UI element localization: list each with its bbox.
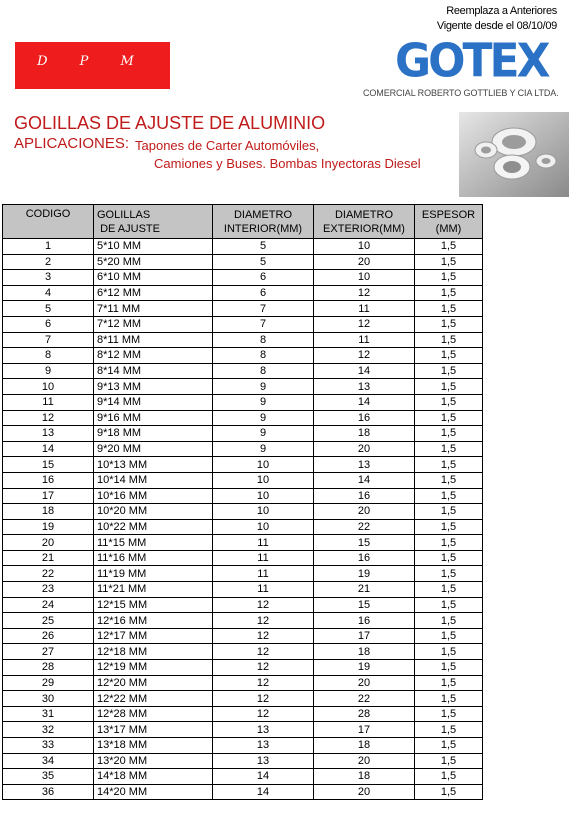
cell-espesor: 1,5 (415, 628, 483, 644)
table-row (3, 348, 483, 364)
cell-golilla: 6*10 MM (94, 270, 213, 286)
cell-diametro-interior: 9 (213, 394, 314, 410)
cell-espesor: 1,5 (415, 488, 483, 504)
table-row (3, 379, 483, 395)
cell-espesor: 1,5 (415, 270, 483, 286)
page-title: GOLILLAS DE AJUSTE DE ALUMINIO (14, 113, 326, 133)
cell-codigo: 2 (3, 254, 94, 270)
cell-espesor: 1,5 (415, 379, 483, 395)
cell-golilla: 10*20 MM (94, 504, 213, 520)
cell-golilla: 11*15 MM (94, 535, 213, 551)
cell-espesor: 1,5 (415, 239, 483, 255)
cell-codigo: 35 (3, 769, 94, 785)
cell-diametro-interior: 5 (213, 239, 314, 255)
cell-codigo: 31 (3, 706, 94, 722)
table-row (3, 239, 483, 255)
cell-codigo: 14 (3, 441, 94, 457)
cell-diametro-interior: 14 (213, 769, 314, 785)
valid-since-note: Vigente desde el 08/10/09 (436, 20, 557, 32)
table-row (3, 519, 483, 535)
cell-diametro-exterior: 18 (314, 644, 415, 660)
cell-diametro-exterior: 20 (314, 675, 415, 691)
cell-golilla: 6*12 MM (94, 285, 213, 301)
cell-diametro-exterior: 12 (314, 348, 415, 364)
cell-diametro-interior: 11 (213, 550, 314, 566)
cell-golilla: 11*19 MM (94, 566, 213, 582)
cell-codigo: 25 (3, 613, 94, 629)
table-row (3, 426, 483, 442)
table-row (3, 457, 483, 473)
header-diametro-exterior: DIAMETRO EXTERIOR(MM) (314, 205, 415, 239)
table-row (3, 363, 483, 379)
cell-diametro-exterior: 20 (314, 441, 415, 457)
cell-espesor: 1,5 (415, 675, 483, 691)
cell-diametro-exterior: 11 (314, 332, 415, 348)
cell-codigo: 17 (3, 488, 94, 504)
cell-diametro-interior: 12 (213, 660, 314, 676)
cell-diametro-interior: 9 (213, 379, 314, 395)
table-row (3, 410, 483, 426)
table-row (3, 597, 483, 613)
table-row (3, 784, 483, 800)
cell-codigo: 21 (3, 550, 94, 566)
cell-codigo: 15 (3, 457, 94, 473)
table-row (3, 738, 483, 754)
cell-diametro-exterior: 13 (314, 457, 415, 473)
cell-diametro-interior: 8 (213, 332, 314, 348)
cell-diametro-exterior: 14 (314, 394, 415, 410)
cell-diametro-interior: 12 (213, 691, 314, 707)
table-row (3, 488, 483, 504)
cell-diametro-exterior: 21 (314, 582, 415, 598)
cell-golilla: 9*16 MM (94, 410, 213, 426)
cell-golilla: 5*10 MM (94, 239, 213, 255)
cell-codigo: 34 (3, 753, 94, 769)
cell-espesor: 1,5 (415, 316, 483, 332)
cell-diametro-interior: 9 (213, 441, 314, 457)
cell-diametro-interior: 13 (213, 753, 314, 769)
table-row (3, 753, 483, 769)
cell-golilla: 12*22 MM (94, 691, 213, 707)
cell-diametro-exterior: 11 (314, 301, 415, 317)
cell-diametro-interior: 13 (213, 722, 314, 738)
cell-golilla: 12*15 MM (94, 597, 213, 613)
cell-golilla: 13*20 MM (94, 753, 213, 769)
cell-golilla: 10*14 MM (94, 472, 213, 488)
cell-golilla: 8*14 MM (94, 363, 213, 379)
cell-diametro-exterior: 10 (314, 239, 415, 255)
cell-diametro-interior: 10 (213, 457, 314, 473)
cell-diametro-exterior: 18 (314, 769, 415, 785)
table-row (3, 254, 483, 270)
cell-diametro-interior: 9 (213, 426, 314, 442)
cell-diametro-exterior: 16 (314, 410, 415, 426)
cell-codigo: 33 (3, 738, 94, 754)
cell-espesor: 1,5 (415, 457, 483, 473)
cell-diametro-exterior: 17 (314, 628, 415, 644)
cell-espesor: 1,5 (415, 738, 483, 754)
cell-diametro-exterior: 20 (314, 753, 415, 769)
applications-line-1: Tapones de Carter Automóviles, (135, 138, 320, 153)
cell-golilla: 13*18 MM (94, 738, 213, 754)
replaces-note: Reemplaza a Anteriores (446, 5, 557, 17)
cell-espesor: 1,5 (415, 426, 483, 442)
cell-diametro-interior: 6 (213, 285, 314, 301)
header-codigo: CODIGO (3, 205, 94, 239)
table-row (3, 769, 483, 785)
cell-diametro-interior: 13 (213, 738, 314, 754)
cell-espesor: 1,5 (415, 519, 483, 535)
table-row (3, 628, 483, 644)
cell-diametro-exterior: 16 (314, 613, 415, 629)
cell-diametro-interior: 12 (213, 613, 314, 629)
cell-golilla: 13*17 MM (94, 722, 213, 738)
cell-espesor: 1,5 (415, 332, 483, 348)
header-diametro-interior: DIAMETRO INTERIOR(MM) (213, 205, 314, 239)
cell-golilla: 11*16 MM (94, 550, 213, 566)
dpm-logo-box (15, 42, 170, 89)
cell-codigo: 26 (3, 628, 94, 644)
table-row (3, 675, 483, 691)
cell-espesor: 1,5 (415, 301, 483, 317)
cell-golilla: 12*17 MM (94, 628, 213, 644)
cell-diametro-interior: 10 (213, 519, 314, 535)
cell-diametro-interior: 9 (213, 410, 314, 426)
cell-diametro-interior: 11 (213, 566, 314, 582)
dpm-logo-text: D P M (37, 54, 148, 69)
cell-diametro-exterior: 18 (314, 426, 415, 442)
cell-codigo: 28 (3, 660, 94, 676)
cell-diametro-exterior: 28 (314, 706, 415, 722)
cell-codigo: 29 (3, 675, 94, 691)
table-row (3, 270, 483, 286)
cell-golilla: 10*13 MM (94, 457, 213, 473)
cell-codigo: 18 (3, 504, 94, 520)
cell-codigo: 13 (3, 426, 94, 442)
cell-diametro-exterior: 15 (314, 535, 415, 551)
cell-golilla: 12*16 MM (94, 613, 213, 629)
cell-espesor: 1,5 (415, 254, 483, 270)
cell-codigo: 6 (3, 316, 94, 332)
table-row (3, 691, 483, 707)
table-row (3, 566, 483, 582)
cell-espesor: 1,5 (415, 706, 483, 722)
table-row (3, 504, 483, 520)
cell-diametro-exterior: 16 (314, 488, 415, 504)
table-row (3, 582, 483, 598)
table-row (3, 644, 483, 660)
cell-diametro-exterior: 14 (314, 472, 415, 488)
washers-table (2, 204, 483, 800)
cell-diametro-exterior: 18 (314, 738, 415, 754)
cell-golilla: 9*13 MM (94, 379, 213, 395)
cell-espesor: 1,5 (415, 769, 483, 785)
cell-diametro-exterior: 22 (314, 519, 415, 535)
table-row (3, 660, 483, 676)
cell-diametro-exterior: 22 (314, 691, 415, 707)
cell-espesor: 1,5 (415, 535, 483, 551)
cell-diametro-interior: 10 (213, 472, 314, 488)
table-row (3, 722, 483, 738)
washers-photo (459, 112, 569, 197)
cell-diametro-exterior: 12 (314, 316, 415, 332)
cell-golilla: 9*20 MM (94, 441, 213, 457)
table-row (3, 394, 483, 410)
cell-espesor: 1,5 (415, 691, 483, 707)
cell-espesor: 1,5 (415, 660, 483, 676)
cell-codigo: 8 (3, 348, 94, 364)
cell-codigo: 9 (3, 363, 94, 379)
cell-diametro-interior: 6 (213, 270, 314, 286)
cell-diametro-interior: 12 (213, 644, 314, 660)
cell-golilla: 10*22 MM (94, 519, 213, 535)
cell-diametro-interior: 8 (213, 363, 314, 379)
cell-diametro-interior: 7 (213, 316, 314, 332)
cell-espesor: 1,5 (415, 722, 483, 738)
cell-golilla: 12*20 MM (94, 675, 213, 691)
cell-codigo: 5 (3, 301, 94, 317)
cell-golilla: 12*28 MM (94, 706, 213, 722)
cell-diametro-interior: 12 (213, 597, 314, 613)
table-row (3, 332, 483, 348)
cell-espesor: 1,5 (415, 566, 483, 582)
cell-diametro-exterior: 14 (314, 363, 415, 379)
cell-espesor: 1,5 (415, 285, 483, 301)
cell-diametro-interior: 7 (213, 301, 314, 317)
cell-diametro-interior: 12 (213, 675, 314, 691)
cell-codigo: 22 (3, 566, 94, 582)
cell-golilla: 14*18 MM (94, 769, 213, 785)
cell-diametro-exterior: 16 (314, 550, 415, 566)
cell-codigo: 3 (3, 270, 94, 286)
cell-codigo: 30 (3, 691, 94, 707)
cell-espesor: 1,5 (415, 394, 483, 410)
table-row (3, 613, 483, 629)
cell-golilla: 9*18 MM (94, 426, 213, 442)
cell-golilla: 11*21 MM (94, 582, 213, 598)
cell-diametro-exterior: 10 (314, 270, 415, 286)
cell-espesor: 1,5 (415, 582, 483, 598)
cell-diametro-exterior: 15 (314, 597, 415, 613)
cell-diametro-exterior: 20 (314, 254, 415, 270)
cell-diametro-interior: 12 (213, 628, 314, 644)
cell-espesor: 1,5 (415, 504, 483, 520)
cell-diametro-exterior: 19 (314, 660, 415, 676)
table-header-row (3, 205, 483, 239)
cell-codigo: 19 (3, 519, 94, 535)
cell-codigo: 27 (3, 644, 94, 660)
table-row (3, 472, 483, 488)
cell-diametro-exterior: 19 (314, 566, 415, 582)
validity-note (437, 4, 557, 34)
cell-codigo: 32 (3, 722, 94, 738)
cell-diametro-interior: 11 (213, 535, 314, 551)
header-espesor: ESPESOR (MM) (415, 205, 483, 239)
cell-golilla: 10*16 MM (94, 488, 213, 504)
cell-espesor: 1,5 (415, 363, 483, 379)
table-row (3, 285, 483, 301)
cell-diametro-interior: 14 (213, 784, 314, 800)
cell-diametro-interior: 11 (213, 582, 314, 598)
cell-codigo: 20 (3, 535, 94, 551)
cell-codigo: 10 (3, 379, 94, 395)
cell-diametro-exterior: 20 (314, 504, 415, 520)
cell-diametro-interior: 10 (213, 488, 314, 504)
cell-codigo: 7 (3, 332, 94, 348)
cell-diametro-interior: 12 (213, 706, 314, 722)
gotex-logo: GOTEX (395, 34, 548, 89)
cell-golilla: 8*12 MM (94, 348, 213, 364)
cell-espesor: 1,5 (415, 597, 483, 613)
cell-diametro-exterior: 13 (314, 379, 415, 395)
cell-espesor: 1,5 (415, 410, 483, 426)
cell-golilla: 14*20 MM (94, 784, 213, 800)
cell-espesor: 1,5 (415, 472, 483, 488)
cell-espesor: 1,5 (415, 550, 483, 566)
cell-espesor: 1,5 (415, 348, 483, 364)
cell-codigo: 4 (3, 285, 94, 301)
company-name: COMERCIAL ROBERTO GOTTLIEB Y CIA LTDA. (363, 88, 559, 98)
cell-espesor: 1,5 (415, 644, 483, 660)
table-row (3, 706, 483, 722)
table-row (3, 301, 483, 317)
cell-codigo: 11 (3, 394, 94, 410)
cell-codigo: 16 (3, 472, 94, 488)
applications-label: APLICACIONES: (14, 135, 130, 152)
applications-line-2: Camiones y Buses. Bombas Inyectoras Diesel (154, 156, 421, 171)
cell-diametro-interior: 10 (213, 504, 314, 520)
table-row (3, 550, 483, 566)
cell-codigo: 23 (3, 582, 94, 598)
cell-golilla: 8*11 MM (94, 332, 213, 348)
cell-espesor: 1,5 (415, 613, 483, 629)
cell-golilla: 7*12 MM (94, 316, 213, 332)
cell-codigo: 36 (3, 784, 94, 800)
cell-espesor: 1,5 (415, 753, 483, 769)
cell-codigo: 12 (3, 410, 94, 426)
cell-golilla: 7*11 MM (94, 301, 213, 317)
cell-golilla: 12*19 MM (94, 660, 213, 676)
cell-diametro-exterior: 17 (314, 722, 415, 738)
cell-diametro-interior: 5 (213, 254, 314, 270)
cell-espesor: 1,5 (415, 784, 483, 800)
cell-golilla: 9*14 MM (94, 394, 213, 410)
header-golillas: GOLILLAS DE AJUSTE (94, 205, 213, 239)
table-row (3, 535, 483, 551)
cell-golilla: 12*18 MM (94, 644, 213, 660)
cell-espesor: 1,5 (415, 441, 483, 457)
table-row (3, 316, 483, 332)
cell-codigo: 1 (3, 239, 94, 255)
cell-golilla: 5*20 MM (94, 254, 213, 270)
cell-diametro-exterior: 12 (314, 285, 415, 301)
table-row (3, 441, 483, 457)
cell-diametro-exterior: 20 (314, 784, 415, 800)
cell-codigo: 24 (3, 597, 94, 613)
cell-diametro-interior: 8 (213, 348, 314, 364)
